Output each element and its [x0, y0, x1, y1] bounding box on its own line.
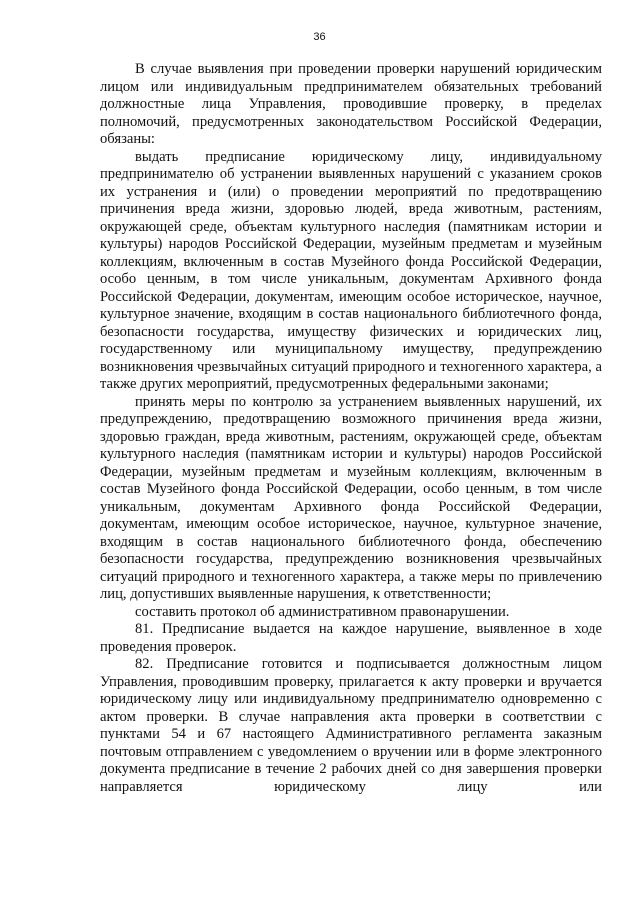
document-body: [100, 61, 602, 796]
page-number: 36: [313, 31, 326, 43]
paragraph-protocol: составить протокол об административном правонарушении.: [135, 603, 510, 620]
paragraph-obligations-intro: В случае выявления при проведении проверки нарушений юридическим лицом или индивидуальным предпринимателем обязательных требований должностные лица Управления, проводившие проверку, в пределах полномочий, предусмотренных законодательством Российской Федерации, обязаны:: [100, 61, 602, 147]
paragraph-issue-order: выдать предписание юридическому лицу, индивидуальному предпринимателю об устранении выявленных нарушений с указанием сроков их устранения и (или) о проведении мероприятий по предотвращению причинения вреда жизни, здоровью людей, вреда животным, растениям, окружающей среде, объектам культурного наследия (памятникам истории и культуры) народов Российской Федерации, музейным предметам и музейным коллекциям, включенным в состав Музейного фонда Российской Федерации, особо ценным, в том числе уникальным, документам Архивного фонда Российской Федерации, документам, имеющим особое историческое, научное, культурное значение, входящим в состав национального библиотечного фонда, безопасности государства, имуществу физических и юридических лиц, государственному или муниципальному имуществу, предупреждению возникновения чрезвычайных ситуаций природного и техногенного характера, а также других мероприятий, предусмотренных федеральными законами;: [100, 148, 602, 392]
paragraph-81: 81. Предписание выдается на каждое нарушение, выявленное в ходе проведения проверок.: [100, 621, 602, 655]
paragraph-take-measures: принять меры по контролю за устранением выявленных нарушений, их предупреждению, предотвращению возможного причинения вреда жизни, здоровью граждан, вреда животным, растениям, окружающей среде, объектам культурного наследия (памятникам истории и культуры) народов Российской Федерации, музейным предметам и музейным коллекциям, включенным в состав Музейного фонда Российской Федерации, особо ценным, в том числе уникальным, документам Архивного фонда Российской Федерации, документам, имеющим особое историческое, научное, культурное значение, входящим в состав национального библиотечного фонда, обеспечению безопасности государства, предупреждению возникновения чрезвычайных ситуаций природного и техногенного характера, а также меры по привлечению лиц, допустивших выявленные нарушения, к ответственности;: [100, 393, 602, 602]
paragraph-82: 82. Предписание готовится и подписывается должностным лицом Управления, проводившим проверку, прилагается к акту проверки и вручается юридическому лицу или индивидуальному предпринимателю одновременно с актом проверки. В случае направления акта проверки в соответствии с пунктами 54 и 67 настоящего Административного регламента заказным почтовым отправлением с уведомлением о вручении или в форме электронного документа предписание в течение 2 рабочих дней со дня завершения проверки направляется юридическому лицу или: [100, 656, 602, 795]
